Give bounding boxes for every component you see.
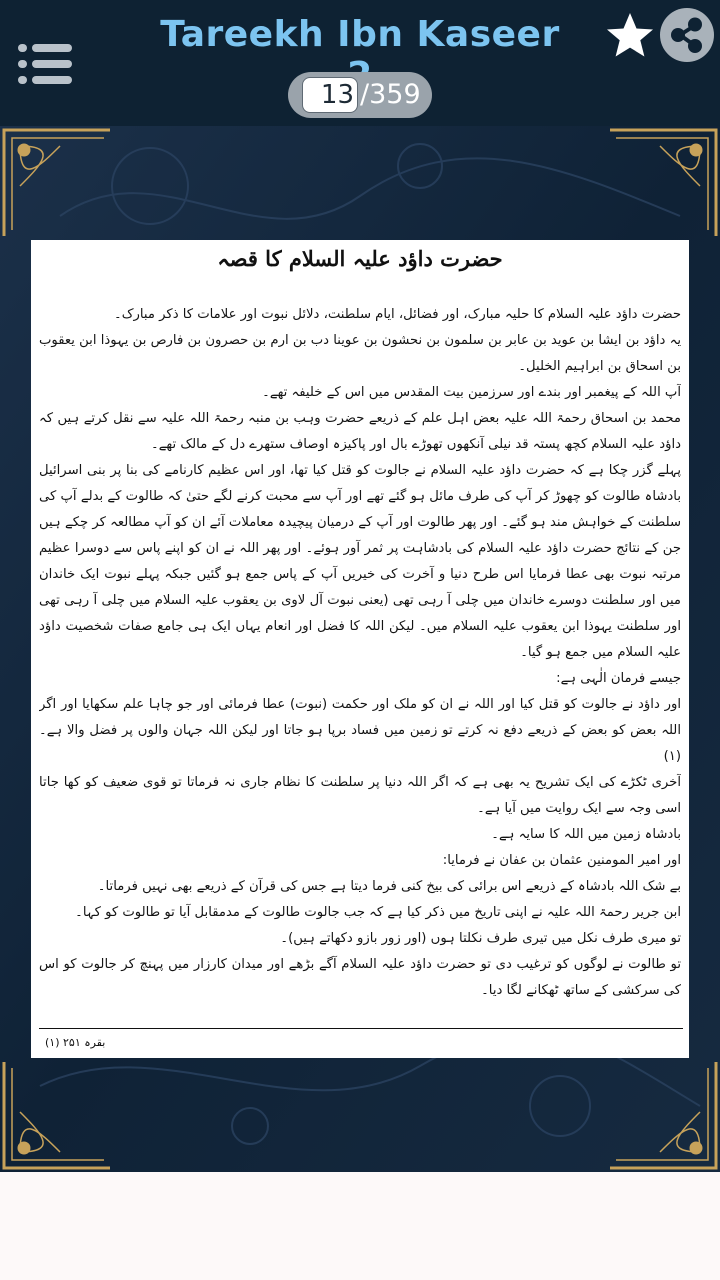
- paragraph: آپ اللہ کے پیغمبر اور بندے اور سرزمین بیت المقدس میں اس کے خلیفہ تھے۔: [262, 385, 681, 400]
- page-number-input[interactable]: 13: [302, 77, 358, 113]
- ornament-top-right: [608, 126, 720, 238]
- paragraph: آخری ٹکڑے کی ایک تشریح یہ بھی ہے کہ اگر اللہ دنیا پر سلطنت کا نظام جاری نہ فرماتا تو قوی ضعیف کو کھا جاتا اسی وجہ سے ایک روایت میں آیا ہے۔: [39, 775, 681, 816]
- paragraph: اور امیر المومنین عثمان بن عفان نے فرمایا:: [442, 853, 681, 868]
- page-heading: حضرت داؤد علیہ السلام کا قصہ: [217, 246, 503, 271]
- share-button[interactable]: [660, 8, 714, 62]
- paragraph: اور داؤد نے جالوت کو قتل کیا اور اللہ نے ان کو ملک اور حکمت (نبوت) عطا فرمائی اور جو چاہا علم سکھایا اور اگر اللہ بعض کو بعض کے ذریعے دفع نہ کرتے تو زمین میں فساد برپا ہو جاتا اور لیکن اللہ جہان والوں پر فضل والا ہے۔ (۱): [39, 697, 681, 764]
- paragraph: یہ داؤد بن ایشا بن عوید بن عابر بن سلمون بن نحشون بن عوینا دب بن ارم بن حصرون بن فارص بن یہوذا ابن یعقوب بن اسحاق بن ابراہیم الخلیل۔: [39, 333, 681, 374]
- paragraph: پہلے گزر چکا ہے کہ حضرت داؤد علیہ السلام نے جالوت کو قتل کیا تھا، اور اس عظیم کارنامے کی بنا پر بنی اسرائیل بادشاہ طالوت کو چھوڑ کر آپ کی طرف مائل ہو گئے تھے اور آپ سے محبت کرنے لگے حتیٰ کہ طالوت کے بدلے آپ کی سلطنت کے خواہش مند ہو گئے۔ اور پھر طالوت اور آپ کے درمیان پیچیدہ معاملات آئے ان کو آپ مطالعہ کر چکے ہیں جن کے نتائج حضرت داؤد علیہ السلام کی بادشاہت پر ثمر آور ہوئے۔ اور پھر اللہ نے ان کو اپنے پاس سے دوسرا عظیم مرتبہ نبوت بھی عطا فرمایا اس طرح دنیا و آخرت کی خیریں آپ کے پاس جمع ہو گئیں جبکہ پہلے نبوت ایک خاندان میں اور سلطنت دوسرے خاندان میں چلی آ رہی تھی (یعنی نبوت آل لاوی بن یعقوب علیہ السلام میں چلی آ رہی تھی اور سلطنت یہوذا ابن یعقوب علیہ السلام میں۔ لیکن اللہ کا فضل اور انعام یہاں ایک ہی جامع صفات شخصیت داؤد علیہ السلام میں جمع ہو گیا۔: [39, 463, 681, 660]
- paragraph: محمد بن اسحاق رحمۃ اللہ علیہ بعض اہل علم کے ذریعے حضرت وہب بن منبہ رحمۃ اللہ علیہ سے نقل کرتے ہیں کہ داؤد علیہ السلام کچھ پستہ قد نیلی آنکھوں تھوڑے بال اور پاکیزہ اوصاف ستھرے دل کے مالک تھے۔: [39, 411, 681, 452]
- page-body-text: [39, 302, 681, 1002]
- paragraph: حضرت داؤد علیہ السلام کا حلیہ مبارک، اور فضائل، ایام سلطنت، دلائل نبوت اور علامات کا ذکر مبارک۔: [113, 307, 681, 322]
- app-header: [0, 0, 720, 126]
- total-pages-label: /359: [360, 79, 421, 110]
- paragraph: بادشاہ زمین میں اللہ کا سایہ ہے۔: [491, 827, 681, 842]
- ornament-bottom-right: [608, 1060, 720, 1172]
- page-navigator: [288, 72, 432, 118]
- menu-button[interactable]: [18, 42, 74, 86]
- ornament-bottom-left: [0, 1060, 112, 1172]
- star-icon: [604, 10, 656, 62]
- paragraph: بے شک اللہ بادشاہ کے ذریعے اس برائی کی بیخ کنی فرما دیتا ہے جس کی قرآن کے ذریعے بھی نہیں فرماتا۔: [97, 879, 681, 894]
- book-page-image[interactable]: [31, 240, 689, 1058]
- app-title: Tareekh Ibn Kaseer: [160, 14, 560, 55]
- footnote: (۱) بقرہ ۲۵۱: [45, 1036, 106, 1049]
- paragraph: تو طالوت نے لوگوں کو ترغیب دی تو حضرت داؤد علیہ السلام آگے بڑھے اور میدان کارزار میں پہنچ کر جالوت کو اس کی سرکشی کے ساتھ ٹھکانے لگا دیا۔: [39, 957, 681, 998]
- paragraph: ابن جریر رحمۃ اللہ علیہ نے اپنی تاریخ میں ذکر کیا ہے کہ جب جالوت طالوت کے مدمقابل آیا تو طالوت کو کہا۔: [75, 905, 681, 920]
- favorite-button[interactable]: [604, 10, 656, 62]
- share-icon: [660, 8, 714, 62]
- paragraph: تو میری طرف نکل میں تیری طرف نکلتا ہوں (اور زور بازو دکھاتے ہیں)۔: [280, 931, 681, 946]
- footnote-divider: [39, 1028, 683, 1029]
- paragraph: جیسے فرمان الٰہی ہے:: [556, 671, 681, 686]
- bottom-blank-area: [0, 1172, 720, 1280]
- ornament-top-left: [0, 126, 112, 238]
